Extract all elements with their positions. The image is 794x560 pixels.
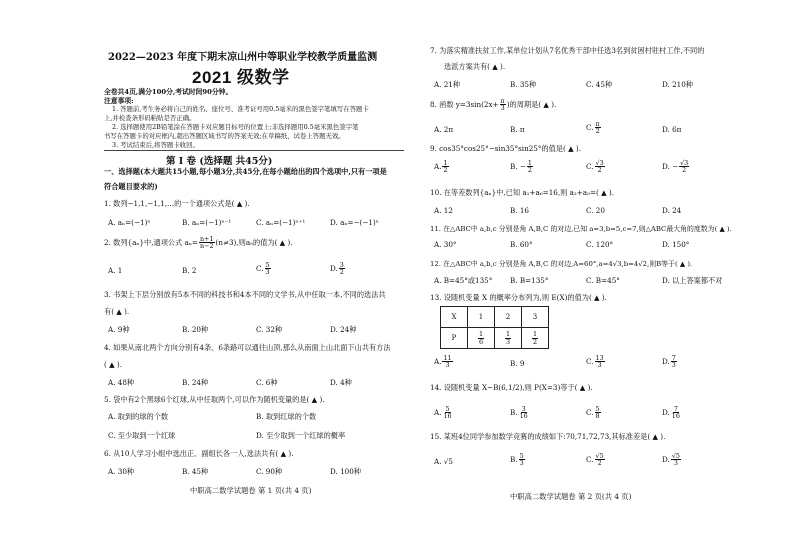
question-9: 9. cos35°cos25°−sin35°sin25°的值是( ▲ ). bbox=[430, 144, 581, 153]
q4-option-d: D. 4种 bbox=[330, 378, 352, 387]
question-3: 3. 书架上下层分别放有5本不同的科技书和4本不同的文学书,从中任取一本,不同的选法共 bbox=[104, 290, 386, 299]
q3-option-b: B. 20种 bbox=[182, 325, 209, 334]
q5-option-d: D. 至少取到一个红球的概率 bbox=[256, 431, 346, 440]
q1-option-d: D. aₙ=−(−1)ⁿ bbox=[330, 218, 379, 227]
q10-option-d: D. 24 bbox=[662, 206, 682, 215]
q15-option-d: D. $\frac{√5}{3}$ bbox=[662, 452, 680, 468]
table-cell: 1 bbox=[468, 307, 495, 328]
notice-1a: 1. 答题前,考生务必将自己的姓名、座位号、准考证号用0.5毫米的黑色签字笔填写在答题卡 bbox=[112, 105, 369, 113]
question-4-cont: ( ▲ ). bbox=[104, 360, 122, 369]
table-cell: 2 bbox=[495, 307, 522, 328]
notice-3: 3. 考试结束后,将答题卡收回。 bbox=[112, 141, 199, 149]
q2-option-c: C. $\frac{5}{3}$ bbox=[256, 261, 270, 277]
instructions-2: 符合题目要求的) bbox=[104, 182, 158, 191]
exam-info: 全卷共4页,满分100分,考试时间90分钟。 bbox=[104, 88, 233, 96]
question-8: 8. 函数 y=3sin(2x+ $\frac{\pi}{3}$ )的周期是( ▲ ). bbox=[430, 97, 557, 113]
q1-option-a: A. aₙ=(−1)ⁿ bbox=[108, 218, 151, 227]
q3-option-c: C. 32种 bbox=[256, 325, 283, 334]
q2-option-d: D. $\frac{3}{2}$ bbox=[330, 261, 344, 277]
q5-option-c: C. 至少取到一个红球 bbox=[108, 431, 176, 440]
q7-option-d: D. 210种 bbox=[662, 80, 693, 89]
table-cell: $\frac{1}{2}$ bbox=[522, 328, 549, 349]
question-5: 5. 袋中有2个黑球6个红球,从中任取两个,可以作为随机变量的是( ▲ ). bbox=[104, 395, 325, 404]
q15-option-c: C. $\frac{√5}{2}$ bbox=[586, 452, 604, 468]
q8-option-c: C. $\frac{\pi}{2}$ bbox=[586, 120, 600, 136]
q14-option-b: B. $\frac{3}{16}$ bbox=[510, 405, 528, 421]
table-row bbox=[441, 307, 549, 328]
footer-left: 中职高二数学试题卷 第 1 页(共 4 页) bbox=[190, 486, 312, 495]
q5-option-b: B. 取到红球的个数 bbox=[256, 412, 317, 421]
divider bbox=[104, 150, 404, 151]
notice-title: 注意事项: bbox=[104, 97, 134, 105]
q7-option-a: A. 21种 bbox=[434, 80, 461, 89]
question-4: 4. 如果从南北两个方向分别有4条、6条路可以通往山顶,那么从南面上山北面下山共有方法 bbox=[104, 343, 391, 352]
footer-right: 中职高二数学试题卷 第 2 页(共 4 页) bbox=[510, 492, 632, 501]
q13-option-c: C. $\frac{13}{3}$ bbox=[586, 354, 604, 370]
q14-option-c: C. $\frac{5}{8}$ bbox=[586, 405, 600, 421]
q9-option-c: C. $\frac{√3}{2}$ bbox=[586, 159, 604, 175]
q13-option-a: A. $\frac{11}{3}$ bbox=[434, 354, 452, 370]
q4-option-c: C. 6种 bbox=[256, 378, 278, 387]
question-6: 6. 从10人学习小组中选出正、副组长各一人,选法共有( ▲ ). bbox=[104, 449, 294, 458]
exam-subtitle: 2021 级数学 bbox=[192, 68, 290, 87]
q9-option-b: B. − $\frac{1}{2}$ bbox=[510, 159, 532, 175]
q15-option-a: A. √5 bbox=[434, 457, 453, 466]
q4-option-b: B. 24种 bbox=[182, 378, 209, 387]
probability-table bbox=[440, 306, 549, 349]
question-12: 12. 在△ABC中 a,b,c 分别是角 A,B,C 的对边,A=60°,a=4√3,b=4√2,则B等于( ▲ ). bbox=[430, 260, 693, 268]
q3-option-a: A. 9种 bbox=[108, 325, 130, 334]
q3-option-d: D. 24种 bbox=[330, 325, 357, 334]
q6-option-b: B. 45种 bbox=[182, 467, 209, 476]
q12-option-b: B. B=135° bbox=[510, 276, 549, 285]
q8-option-a: A. 2π bbox=[434, 125, 454, 134]
q15-option-b: B. $\frac{5}{3}$ bbox=[510, 452, 524, 468]
notice-1b: 上,并检查条形码粘贴是否正确。 bbox=[104, 114, 196, 122]
q7-option-c: C. 45种 bbox=[586, 80, 613, 89]
section-title: 第 Ⅰ 卷 (选择题 共45分) bbox=[166, 156, 273, 167]
q4-option-a: A. 48种 bbox=[108, 378, 135, 387]
table-row bbox=[441, 328, 549, 349]
question-10: 10. 在等差数列{aₙ}中,已知 a₁+a₆=16,则 a₂+a₅=( ▲ ). bbox=[430, 188, 614, 197]
q11-option-a: A. 30° bbox=[434, 240, 457, 249]
exam-title: 2022—2023 年度下期末凉山州中等职业学校教学质量监测 bbox=[108, 52, 378, 63]
question-7: 7. 为落实精准扶贫工作,某单位计划从7名优秀干部中任选3名到贫困村驻村工作,不同的 bbox=[430, 46, 705, 55]
q9-option-a: A. $\frac{1}{2}$ bbox=[434, 159, 448, 175]
question-11: 11. 在△ABC中 a,b,c 分别是角 A,B,C 的对边,已知 a=3,b=5,c=7,则△ABC最大角的度数为( ▲ ). bbox=[430, 225, 732, 233]
table-cell: X bbox=[441, 307, 468, 328]
q11-option-c: C. 120° bbox=[586, 240, 614, 249]
question-7-cont: 选派方案共有( ▲ ). bbox=[444, 62, 506, 71]
table-cell: P bbox=[441, 328, 468, 349]
q14-option-a: A. $\frac{5}{16}$ bbox=[434, 405, 452, 421]
q11-option-d: D. 150° bbox=[662, 240, 690, 249]
q8-option-d: D. 6π bbox=[662, 125, 682, 134]
question-3-cont: 有( ▲ ). bbox=[104, 307, 130, 316]
q12-option-c: C. B=45° bbox=[586, 276, 620, 285]
q12-option-a: A. B=45°或135° bbox=[434, 276, 493, 285]
question-15: 15. 某班4位同学参加数学竞赛的成绩如下:70,71,72,73,其标准差是( ▲ ). bbox=[430, 432, 666, 441]
q6-option-c: C. 90种 bbox=[256, 467, 283, 476]
table-cell: $\frac{1}{6}$ bbox=[468, 328, 495, 349]
q13-option-d: D. $\frac{7}{3}$ bbox=[662, 354, 676, 370]
q10-option-b: B. 16 bbox=[510, 206, 529, 215]
q5-option-a: A. 取到的球的个数 bbox=[108, 412, 169, 421]
q13-option-b: B. 9 bbox=[510, 359, 525, 368]
instructions-1: 一、选择题(本大题共15小题,每小题3分,共45分,在每小题给出的四个选项中,只有一项是 bbox=[104, 167, 387, 176]
notice-2b: 书写在答题卡的对应框内,超出答题区域书写的答案无效;在草稿纸、试卷上答题无效。 bbox=[104, 132, 345, 140]
table-cell: $\frac{1}{3}$ bbox=[495, 328, 522, 349]
q8-option-b: B. π bbox=[510, 125, 525, 134]
q10-option-a: A. 12 bbox=[434, 206, 453, 215]
q10-option-c: C. 20 bbox=[586, 206, 605, 215]
notice-2a: 2. 选择题使用2B铅笔涂在答题卡对应题目标号的位置上;非选择题用0.5毫米黑色签字笔 bbox=[112, 123, 359, 131]
q6-option-d: D. 100种 bbox=[330, 467, 361, 476]
q11-option-b: B. 60° bbox=[510, 240, 533, 249]
q14-option-d: D. $\frac{7}{16}$ bbox=[662, 405, 680, 421]
q6-option-a: A. 30种 bbox=[108, 467, 135, 476]
question-14: 14. 设随机变量 X~B(6,1/2),则 P(X=3)等于( ▲ ). bbox=[430, 383, 593, 392]
q7-option-b: B. 35种 bbox=[510, 80, 537, 89]
question-1: 1. 数列−1,1,−1,1,…的一个通项公式是( ▲ ). bbox=[104, 199, 250, 208]
question-2: 2. 数列{aₙ}中,通项公式 aₙ= $\frac{n+1}{n-2}$ (n≠3),则a₅的值为( ▲ ). bbox=[104, 235, 293, 251]
q2-option-a: A. 1 bbox=[108, 266, 123, 275]
q12-option-d: D. 以上答案都不对 bbox=[662, 276, 723, 285]
question-13: 13. 设随机变量 X 的概率分布列为,则 E(X)的值为( ▲ ). bbox=[430, 293, 607, 302]
q1-option-b: B. aₙ=(−1)ⁿ⁻¹ bbox=[182, 218, 232, 227]
q1-option-c: C. aₙ=(−1)ⁿ⁺¹ bbox=[256, 218, 306, 227]
q9-option-d: D. − $\frac{√3}{2}$ bbox=[662, 159, 689, 175]
table-cell: 3 bbox=[522, 307, 549, 328]
q2-option-b: B. 2 bbox=[182, 266, 197, 275]
